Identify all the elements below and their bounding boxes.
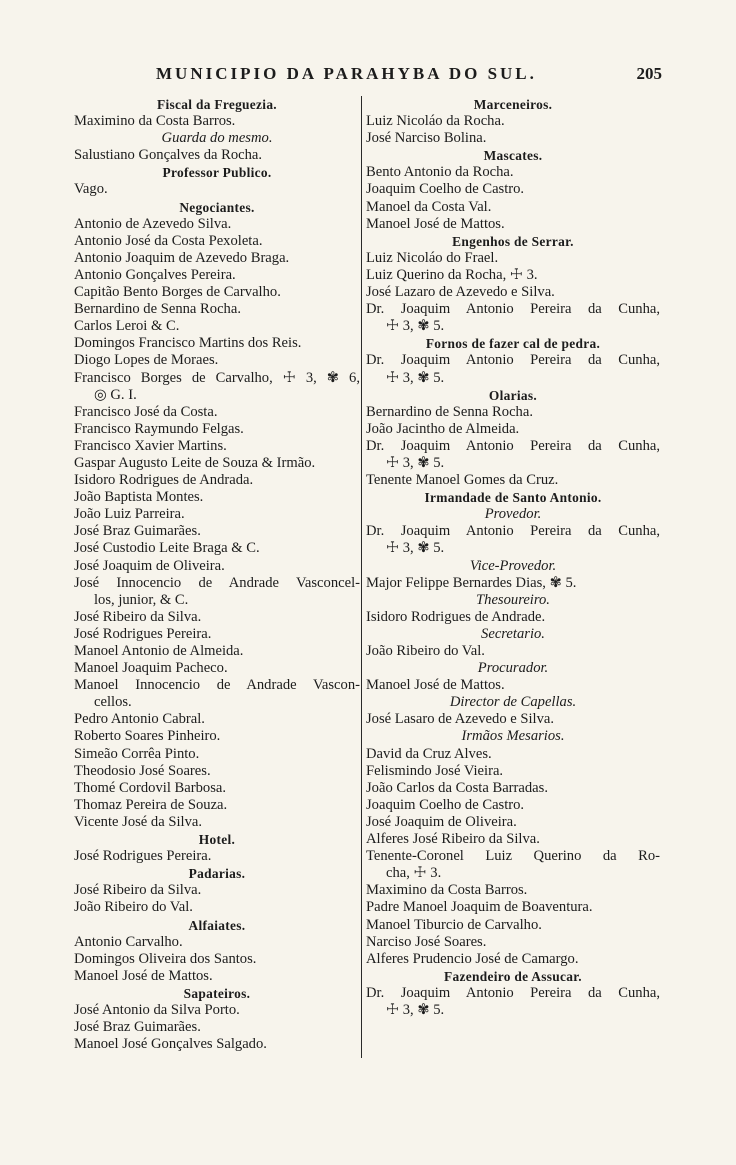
list-item: Joaquim Coelho de Castro. [366,181,525,198]
list-item: Isidoro Rodrigues de Andrade. [366,608,546,625]
section-heading: Negociantes. [179,199,255,215]
list-item-continuation: ☩ 3, ✾ 5. [386,318,445,335]
list-item: Alferes Prudencio José de Camargo. [366,950,579,967]
list-item: Dr. Joaquim Antonio Pereira da Cunha, [366,437,660,454]
section-heading: Alfaiates. [188,917,246,933]
list-item: Pedro Antonio Cabral. [74,711,205,728]
list-item: Isidoro Rodrigues de Andrada. [74,472,254,489]
list-item: Dr. Joaquim Antonio Pereira da Cunha, [366,352,660,369]
page-title: MUNICIPIO DA PARAHYBA DO SUL. [156,64,537,83]
list-item: Francisco Raymundo Felgas. [74,420,244,437]
list-item-continuation: ☩ 3, ✾ 5. [386,1001,445,1018]
section-heading: Engenhos de Serrar. [452,233,574,249]
page-number: 205 [636,64,662,83]
section-heading: Fornos de fazer cal de pedra. [425,336,601,352]
list-item-continuation: cha, ☩ 3. [386,865,442,882]
list-item: João Luiz Parreira. [74,506,185,523]
list-item: José Narciso Bolina. [366,130,487,147]
list-item: David da Cruz Alves. [366,745,492,762]
section-heading: Mascates. [483,148,543,164]
list-item: Luiz Nicoláo do Frael. [366,249,499,266]
list-item: Capitão Bento Borges de Carvalho. [74,284,281,301]
list-item: Vicente José da Silva. [74,813,203,830]
list-item: José Braz Guimarães. [74,523,201,540]
list-item: Alferes José Ribeiro da Silva. [366,831,540,848]
list-item: Maximino da Costa Barros. [366,882,528,899]
list-item: Carlos Leroi & C. [74,318,180,335]
page-header [72,64,662,86]
left-column [74,96,360,1053]
section-heading: Marceneiros. [473,97,553,112]
column-divider [361,96,362,1058]
right-column [366,96,660,1019]
list-item: José Joaquim de Oliveira. [366,813,517,830]
list-item: José Lasaro de Azevedo e Silva. [366,711,555,728]
list-item: Major Felippe Bernardes Dias, ✾ 5. [366,574,577,591]
list-item: José Rodrigues Pereira. [74,625,212,642]
section-heading: Fiscal da Freguezia. [157,97,277,112]
list-item: Luiz Querino da Rocha, ☩ 3. [366,266,538,283]
list-item: Antonio Joaquim de Azevedo Braga. [74,249,290,266]
list-item: Tenente-Coronel Luiz Querino da Ro- [366,848,660,865]
list-item: Dr. Joaquim Antonio Pereira da Cunha, [366,301,660,318]
list-item: Manoel Joaquim Pacheco. [74,660,228,677]
list-item: João Ribeiro do Val. [366,643,485,659]
role-heading: Irmãos Mesarios. [461,728,565,745]
list-item: Manoel Tiburcio de Carvalho. [366,916,542,933]
section-heading: Irmandade de Santo Antonio. [424,490,602,506]
list-item: José Rodrigues Pereira. [74,848,212,865]
list-item: Simeão Corrêa Pinto. [74,745,200,762]
list-item: Manoel José de Mattos. [366,677,505,694]
list-item: Antonio Gonçalves Pereira. [74,266,236,283]
list-item-continuation: los, junior, & C. [94,591,189,608]
list-item: Francisco Borges de Carvalho, ☩ 3, ✾ 6, [74,369,360,386]
list-item: Narciso José Soares. [366,933,487,950]
list-item: Manoel José de Mattos. [74,967,213,984]
section-heading: Sapateiros. [183,985,251,1001]
role-heading: Vice-Provedor. [469,557,557,574]
list-item: José Ribeiro da Silva. [74,882,202,899]
role-heading: Provedor. [484,506,542,523]
list-item: Diogo Lopes de Moraes. [74,352,219,369]
list-item: Bento Antonio da Rocha. [366,164,514,181]
list-item: José Braz Guimarães. [74,1019,201,1036]
list-item: Domingos Francisco Martins dos Reis. [74,335,302,352]
list-item: José Custodio Leite Braga & C. [74,540,260,557]
list-item: Antonio José da Costa Pexoleta. [74,232,263,249]
list-item: Manoel Innocencio de Andrade Vascon- [74,677,360,694]
list-item: Gaspar Augusto Leite de Souza & Irmão. [74,454,316,471]
role-heading: Director de Capellas. [449,694,577,711]
section-heading: Padarias. [188,866,246,882]
list-item: Luiz Nicoláo da Rocha. [366,113,505,130]
list-item: Domingos Oliveira dos Santos. [74,950,257,967]
section-heading: Fazendeiro de Assucar. [444,968,582,984]
list-item: João Jacintho de Almeida. [366,420,520,437]
list-item: José Antonio da Silva Porto. [74,1001,240,1018]
list-item: Antonio Carvalho. [74,933,183,950]
list-item: Theodosio José Soares. [74,762,211,779]
list-item: Tenente Manoel Gomes da Cruz. [366,472,559,489]
list-item: Padre Manoel Joaquim de Boaventura. [366,899,593,916]
role-heading: Guarda do mesmo. [161,130,273,147]
role-heading: Procurador. [477,660,549,677]
list-item-continuation: ☩ 3, ✾ 5. [386,369,445,386]
list-item: Maximino da Costa Barros. [74,113,236,130]
list-item: João Ribeiro do Val. [74,899,193,916]
section-heading: Professor Publico. [162,165,272,181]
list-item: José Ribeiro da Silva. [74,608,202,625]
list-item: Vago. [74,181,108,198]
list-item: João Carlos da Costa Barradas. [366,779,548,796]
role-heading: Thesoureiro. [476,591,550,608]
list-item-continuation: ☩ 3, ✾ 5. [386,540,445,557]
list-item-continuation: ◎ G. I. [94,386,137,403]
section-heading: Olarias. [488,387,538,403]
list-item: Thomaz Pereira de Souza. [74,796,228,813]
list-item-continuation: cellos. [94,694,132,711]
list-item: Antonio de Azevedo Silva. [74,215,232,232]
list-item: Dr. Joaquim Antonio Pereira da Cunha, [366,523,660,540]
list-item: Roberto Soares Pinheiro. [74,728,221,745]
list-item-continuation: ☩ 3, ✾ 5. [386,454,445,471]
role-heading: Secretario. [481,625,545,642]
list-item: Manoel Antonio de Almeida. [74,643,244,659]
list-item: Salustiano Gonçalves da Rocha. [74,147,263,164]
list-item: Felismindo José Vieira. [366,762,504,779]
list-item: José Joaquim de Oliveira. [74,557,225,574]
list-item: Bernardino de Senna Rocha. [74,301,241,318]
list-item: Francisco José da Costa. [74,403,218,420]
section-heading: Hotel. [198,832,236,848]
list-item: Manoel José Gonçalves Salgado. [74,1036,267,1053]
list-item: José Innocencio de Andrade Vasconcel- [74,574,360,591]
list-item: Thomé Cordovil Barbosa. [74,779,226,796]
list-item: Manoel José de Mattos. [366,215,505,232]
list-item: Francisco Xavier Martins. [74,437,227,454]
list-item: Joaquim Coelho de Castro. [366,796,525,813]
list-item: Bernardino de Senna Rocha. [366,403,533,420]
list-item: Dr. Joaquim Antonio Pereira da Cunha, [366,984,660,1001]
list-item: João Baptista Montes. [74,489,204,506]
list-item: José Lazaro de Azevedo e Silva. [366,284,555,301]
list-item: Manoel da Costa Val. [366,198,492,215]
